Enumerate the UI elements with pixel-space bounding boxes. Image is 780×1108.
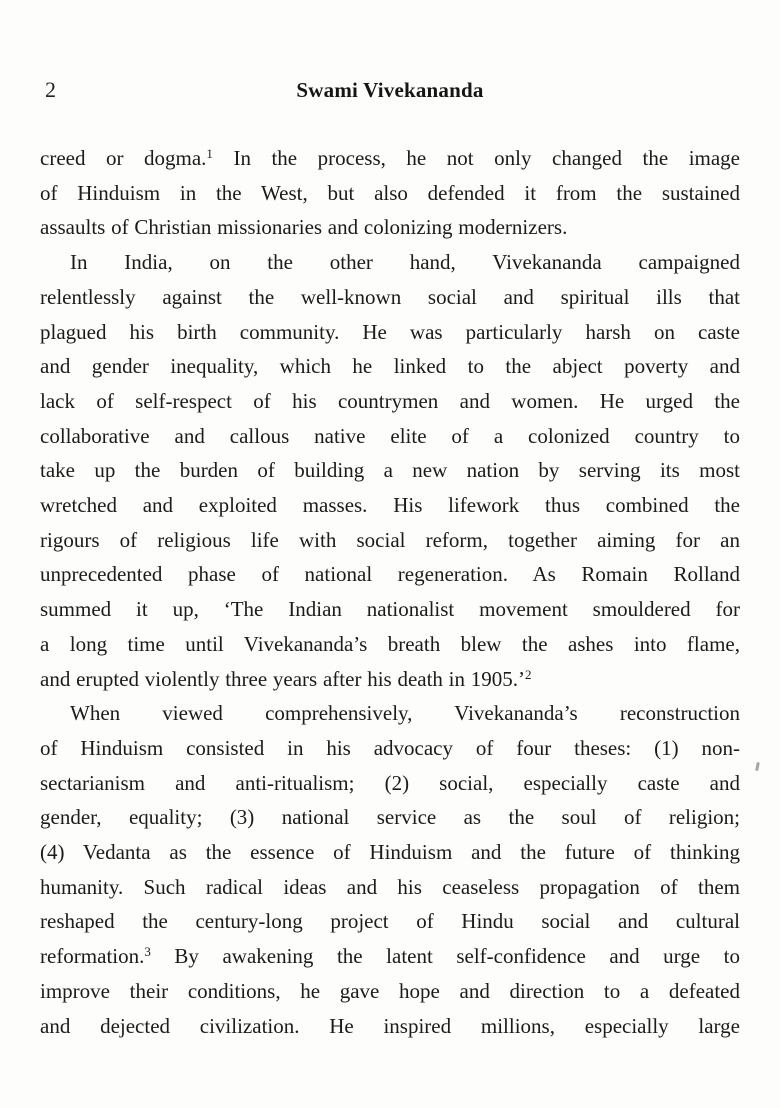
text-line: reformation.$^3$ By awakening the latent self-confidence and urge to (40, 944, 740, 969)
text-line: and erupted violently three years after his death in 1905.’$^2$ (40, 666, 532, 691)
body-text (40, 141, 740, 1043)
text-line: creed or dogma.$^1$ In the process, he not only changed the image (40, 146, 740, 170)
paragraph (40, 696, 740, 1043)
page-number: 2 (45, 77, 56, 102)
text-line: of Hinduism in the West, but also defended it from the sustained (40, 180, 740, 205)
text-line: and dejected civilization. He inspired millions, especially large (40, 1013, 740, 1038)
footnote-reference: 2 (525, 666, 532, 682)
text-line: lack of self-respect of his countrymen and women. He urged the (40, 388, 740, 413)
text-line: collaborative and callous native elite of a colonized country to (40, 423, 740, 448)
page-header (40, 76, 740, 106)
text-line: rigours of religious life with social reform, together aiming for an (40, 527, 740, 552)
text-line: When viewed comprehensively, Vivekananda’s reconstruction (70, 701, 740, 726)
text-line: of Hinduism consisted in his advocacy of four theses: (1) non- (40, 735, 740, 760)
scan-speck-artifact (755, 762, 760, 771)
text-line: sectarianism and anti-ritualism; (2) social, especially caste and (40, 770, 740, 795)
text-line: summed it up, ‘The Indian nationalist movement smouldered for (40, 597, 740, 622)
text-line: take up the burden of building a new nation by serving its most (40, 458, 740, 483)
text-line: unprecedented phase of national regeneration. As Romain Rolland (40, 562, 740, 587)
text-line: gender, equality; (3) national service as the soul of religion; (40, 805, 740, 830)
text-line: humanity. Such radical ideas and his ceaseless propagation of them (40, 874, 740, 899)
text-line: In India, on the other hand, Vivekananda campaigned (70, 250, 740, 275)
text-line: and gender inequality, which he linked to the abject poverty and (40, 354, 740, 379)
text-line: wretched and exploited masses. His lifework thus combined the (40, 493, 740, 518)
running-head-title: Swami Vivekananda (296, 78, 484, 102)
text-line: assaults of Christian missionaries and colonizing modernizers. (40, 215, 568, 240)
paragraph (40, 141, 740, 245)
text-line: relentlessly against the well-known social and spiritual ills that (40, 284, 740, 309)
paragraph (40, 245, 740, 696)
text-line: (4) Vedanta as the essence of Hinduism and the future of thinking (40, 840, 740, 865)
footnote-reference: 3 (144, 944, 151, 960)
text-line: improve their conditions, he gave hope and direction to a defeated (40, 978, 740, 1003)
footnote-reference: 1 (206, 146, 213, 161)
text-line: reshaped the century-long project of Hindu social and cultural (40, 909, 740, 934)
text-line: a long time until Vivekananda’s breath blew the ashes into flame, (40, 631, 740, 656)
text-line: plagued his birth community. He was particularly harsh on caste (40, 319, 740, 344)
